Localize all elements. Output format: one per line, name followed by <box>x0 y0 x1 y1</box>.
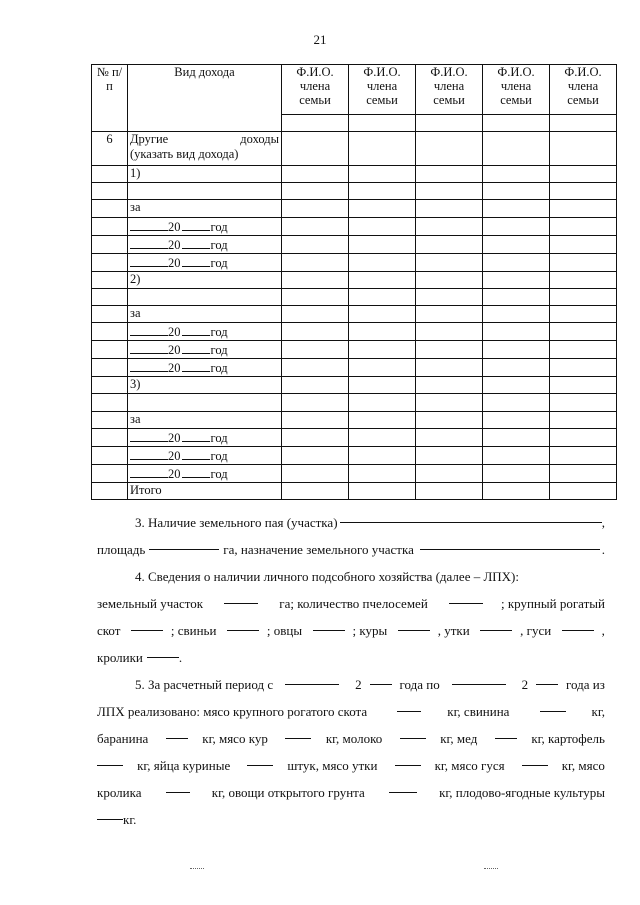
rabbit-meat-field[interactable] <box>166 779 190 793</box>
table-cell <box>92 323 128 341</box>
table-cell <box>92 428 128 446</box>
land-purpose-field[interactable] <box>420 536 600 550</box>
vegetables-field[interactable] <box>389 779 417 793</box>
table-cell[interactable] <box>550 428 617 446</box>
rabbits-field[interactable] <box>147 644 179 658</box>
table-cell[interactable] <box>483 341 550 359</box>
table-cell[interactable] <box>416 200 483 217</box>
table-cell[interactable] <box>483 377 550 394</box>
year-prefix: 20 <box>168 430 181 445</box>
year-suffix: год <box>210 361 228 376</box>
scan-mark <box>190 868 204 870</box>
table-cell <box>92 394 128 411</box>
mutton-field[interactable] <box>166 725 188 739</box>
section-3 <box>97 509 605 563</box>
section-5-line-6 <box>97 806 605 833</box>
fruits-berries-field[interactable] <box>97 806 123 820</box>
table-row <box>92 132 617 166</box>
vegetables-label: кг, овощи открытого грунта <box>211 785 365 800</box>
chicken-meat-field[interactable] <box>285 725 311 739</box>
year-row-label[interactable] <box>128 323 282 341</box>
period-from-field[interactable] <box>285 671 339 685</box>
year-suffix: год <box>210 219 228 234</box>
year-row-label[interactable] <box>128 253 282 271</box>
year-row-label[interactable] <box>128 464 282 482</box>
table-cell <box>92 183 128 200</box>
table-cell <box>92 288 128 305</box>
table-cell[interactable] <box>483 288 550 305</box>
table-cell[interactable] <box>282 428 349 446</box>
year-prefix: 20 <box>168 448 181 463</box>
rabbit-meat-label: кг, мясо <box>561 758 605 773</box>
table-cell[interactable] <box>416 235 483 253</box>
table-cell[interactable] <box>282 341 349 359</box>
section-4-line-4 <box>97 644 605 671</box>
table-row <box>92 183 617 200</box>
table-row <box>92 323 617 341</box>
table-cell[interactable] <box>416 217 483 235</box>
section-4-line-3 <box>97 617 605 644</box>
table-cell <box>92 482 128 499</box>
table-cell[interactable] <box>550 377 617 394</box>
period-to-year-field[interactable] <box>536 671 558 685</box>
table-cell[interactable] <box>483 115 550 132</box>
table-cell[interactable] <box>550 482 617 499</box>
punctuation: . <box>178 650 183 665</box>
table-row <box>92 200 617 217</box>
year-prefix: 20 <box>168 325 181 340</box>
section-5-line-3 <box>97 725 605 752</box>
year-suffix: год <box>210 343 228 358</box>
table-cell[interactable] <box>483 394 550 411</box>
potatoes-label: кг, картофель <box>531 731 605 746</box>
table-cell <box>92 200 128 217</box>
area-label: площадь <box>97 542 146 557</box>
income-table <box>91 64 617 500</box>
rabbits-label: кролики <box>97 650 143 665</box>
table-cell[interactable] <box>416 183 483 200</box>
header-income-kind: Вид дохода <box>128 65 282 132</box>
table-cell[interactable] <box>550 394 617 411</box>
table-cell[interactable] <box>483 235 550 253</box>
ducks-field[interactable] <box>480 617 512 631</box>
table-cell <box>92 305 128 322</box>
table-cell[interactable] <box>349 482 416 499</box>
unit-kg: кг. <box>123 812 137 827</box>
table-cell[interactable] <box>416 464 483 482</box>
table-cell[interactable] <box>349 166 416 183</box>
table-cell[interactable] <box>282 271 349 288</box>
header-member: Ф.И.О. члена семьи <box>282 65 349 115</box>
year-digit: 2 <box>355 677 362 692</box>
section-3-line-1 <box>97 509 605 536</box>
table-row <box>92 253 617 271</box>
table-row <box>92 271 617 288</box>
table-cell[interactable] <box>416 288 483 305</box>
table-cell[interactable] <box>349 341 416 359</box>
table-cell <box>92 253 128 271</box>
table-row <box>92 446 617 464</box>
table-cell[interactable] <box>483 271 550 288</box>
table-cell[interactable] <box>349 253 416 271</box>
table-cell[interactable] <box>282 377 349 394</box>
table-row <box>92 394 617 411</box>
eggs-label: кг, яйца куриные <box>137 758 231 773</box>
table-cell <box>92 464 128 482</box>
year-row-label[interactable] <box>128 341 282 359</box>
table-row <box>92 377 617 394</box>
table-cell[interactable] <box>416 323 483 341</box>
year-suffix: год <box>210 448 228 463</box>
table-cell[interactable] <box>282 253 349 271</box>
table-cell[interactable] <box>416 271 483 288</box>
year-suffix: год <box>210 255 228 270</box>
pigs-label: ; свиньи <box>170 623 217 638</box>
table-cell[interactable] <box>550 359 617 377</box>
table-row <box>92 217 617 235</box>
table-cell[interactable] <box>349 411 416 428</box>
year-suffix: год <box>210 325 228 340</box>
punctuation: , <box>601 623 605 638</box>
table-cell[interactable] <box>550 217 617 235</box>
table-cell[interactable] <box>282 323 349 341</box>
table-cell[interactable] <box>483 166 550 183</box>
section-5 <box>97 671 605 833</box>
milk-field[interactable] <box>400 725 426 739</box>
table-cell[interactable] <box>483 482 550 499</box>
fruits-berries-label: кг, плодово-ягодные культуры <box>439 785 605 800</box>
table-cell[interactable] <box>550 183 617 200</box>
section-4-label: 4. Сведения о наличии личного подсобного хозяйства (далее – ЛПХ): <box>135 569 519 584</box>
table-row <box>92 288 617 305</box>
period-label: за <box>128 200 282 217</box>
table-cell[interactable] <box>282 166 349 183</box>
header-member: Ф.И.О. члена семьи <box>550 65 617 115</box>
period-to-field[interactable] <box>452 671 506 685</box>
section-3-line-2 <box>97 536 605 563</box>
table-cell <box>92 359 128 377</box>
land-share-field[interactable] <box>340 509 602 523</box>
table-cell[interactable] <box>349 446 416 464</box>
pork-label: кг, свинина <box>447 704 510 719</box>
table-cell[interactable] <box>483 323 550 341</box>
sheep-label: ; овцы <box>266 623 303 638</box>
table-cell[interactable] <box>550 323 617 341</box>
period-from-label: 5. За расчетный период с <box>135 677 274 692</box>
table-row <box>92 166 617 183</box>
year-prefix: 20 <box>168 361 181 376</box>
table-cell[interactable] <box>282 446 349 464</box>
table-row <box>92 305 617 322</box>
chickens-field[interactable] <box>398 617 430 631</box>
table-cell[interactable] <box>349 288 416 305</box>
table-row <box>92 341 617 359</box>
table-cell[interactable] <box>349 323 416 341</box>
income-item-label[interactable]: 1) <box>128 166 282 183</box>
income-item-label[interactable]: 3) <box>128 377 282 394</box>
table-cell <box>92 377 128 394</box>
table-cell[interactable] <box>282 200 349 217</box>
table-cell[interactable] <box>282 482 349 499</box>
table-cell <box>92 271 128 288</box>
table-cell[interactable] <box>282 305 349 322</box>
plot-label: земельный участок <box>97 596 204 611</box>
section-5-line-1 <box>97 671 605 698</box>
table-row <box>92 359 617 377</box>
eggs-field[interactable] <box>247 752 273 766</box>
table-cell[interactable] <box>416 305 483 322</box>
header-member: Ф.И.О. члена семьи <box>483 65 550 115</box>
beef-field[interactable] <box>397 698 421 712</box>
table-cell[interactable] <box>349 377 416 394</box>
area-field[interactable] <box>149 536 219 550</box>
year-row-label[interactable] <box>128 359 282 377</box>
year-suffix: год <box>210 466 228 481</box>
table-cell[interactable] <box>349 183 416 200</box>
table-cell[interactable] <box>483 217 550 235</box>
other-income-cell <box>128 132 282 166</box>
geese-field[interactable] <box>562 617 594 631</box>
table-cell[interactable] <box>550 341 617 359</box>
table-cell <box>92 341 128 359</box>
table-cell[interactable] <box>349 132 416 166</box>
bee-colonies-label: га; количество пчелосемей <box>279 596 428 611</box>
milk-label: кг, молоко <box>325 731 383 746</box>
year-from-label: года из <box>566 677 605 692</box>
year-row-label[interactable] <box>128 217 282 235</box>
table-cell[interactable] <box>416 166 483 183</box>
year-row-label[interactable] <box>128 235 282 253</box>
table-cell[interactable] <box>416 359 483 377</box>
table-cell[interactable] <box>483 253 550 271</box>
table-cell[interactable] <box>550 115 617 132</box>
pork-field[interactable] <box>540 698 566 712</box>
bee-colonies-field[interactable] <box>449 590 483 604</box>
other-income-hint: (указать вид дохода) <box>130 147 239 161</box>
table-cell[interactable] <box>483 464 550 482</box>
table-cell[interactable] <box>349 428 416 446</box>
duck-meat-field[interactable] <box>395 752 421 766</box>
table-cell[interactable] <box>282 288 349 305</box>
scan-mark <box>484 868 498 870</box>
table-cell[interactable] <box>550 200 617 217</box>
table-cell[interactable] <box>349 359 416 377</box>
year-prefix: 20 <box>168 219 181 234</box>
honey-field[interactable] <box>495 725 517 739</box>
table-cell[interactable] <box>550 288 617 305</box>
table-cell[interactable] <box>483 183 550 200</box>
table-cell[interactable] <box>416 428 483 446</box>
section-5-line-2 <box>97 698 605 725</box>
punctuation: , <box>601 515 605 530</box>
table-cell[interactable] <box>349 305 416 322</box>
goose-meat-field[interactable] <box>522 752 548 766</box>
table-cell[interactable] <box>483 132 550 166</box>
row-number: 6 <box>92 132 128 166</box>
table-cell[interactable] <box>416 115 483 132</box>
table-cell[interactable] <box>416 132 483 166</box>
table-cell <box>92 411 128 428</box>
year-suffix: год <box>210 237 228 252</box>
year-row-label[interactable] <box>128 428 282 446</box>
goose-meat-label: кг, мясо гуся <box>434 758 505 773</box>
table-cell[interactable] <box>483 305 550 322</box>
period-to-label: года по <box>399 677 440 692</box>
other-income-label: доходы <box>240 132 279 146</box>
table-cell[interactable] <box>128 394 282 411</box>
table-cell[interactable] <box>349 394 416 411</box>
table-cell[interactable] <box>416 341 483 359</box>
table-cell[interactable] <box>128 183 282 200</box>
table-header-row <box>92 65 617 115</box>
table-cell[interactable] <box>550 464 617 482</box>
chicken-meat-label: кг, мясо кур <box>202 731 268 746</box>
plot-field[interactable] <box>224 590 258 604</box>
table-cell[interactable] <box>416 377 483 394</box>
table-cell[interactable] <box>416 411 483 428</box>
income-item-label[interactable]: 2) <box>128 271 282 288</box>
table-row <box>92 464 617 482</box>
table-cell[interactable] <box>416 394 483 411</box>
table-cell[interactable] <box>282 115 349 132</box>
table-cell[interactable] <box>349 235 416 253</box>
punctuation: . <box>601 542 605 557</box>
ducks-label: , утки <box>437 623 470 638</box>
total-label: Итого <box>128 482 282 499</box>
duck-meat-label: штук, мясо утки <box>287 758 378 773</box>
table-body <box>92 132 617 500</box>
potatoes-field[interactable] <box>97 752 123 766</box>
table-cell[interactable] <box>349 200 416 217</box>
header-member: Ф.И.О. члена семьи <box>349 65 416 115</box>
table-cell[interactable] <box>282 359 349 377</box>
table-row <box>92 235 617 253</box>
year-prefix: 20 <box>168 255 181 270</box>
table-cell[interactable] <box>282 394 349 411</box>
table-cell[interactable] <box>550 132 617 166</box>
pigs-field[interactable] <box>227 617 259 631</box>
land-purpose-label: га, назначение земельного участка <box>223 542 414 557</box>
table-cell[interactable] <box>416 482 483 499</box>
table-cell[interactable] <box>282 235 349 253</box>
section-4 <box>97 563 605 671</box>
other-income-label: Другие <box>130 132 169 146</box>
table-cell[interactable] <box>282 183 349 200</box>
table-cell[interactable] <box>282 411 349 428</box>
table-cell[interactable] <box>550 411 617 428</box>
mutton-label: баранина <box>97 731 149 746</box>
year-row-label[interactable] <box>128 446 282 464</box>
table-cell[interactable] <box>550 166 617 183</box>
table-cell[interactable] <box>349 271 416 288</box>
table-cell[interactable] <box>349 217 416 235</box>
table-cell <box>92 446 128 464</box>
section-4-line-2 <box>97 590 605 617</box>
table-row <box>92 411 617 428</box>
year-prefix: 20 <box>168 466 181 481</box>
table-cell <box>92 235 128 253</box>
header-num: № п/п <box>92 65 128 132</box>
table-cell[interactable] <box>349 115 416 132</box>
table-cell[interactable] <box>128 288 282 305</box>
unit-kg: кг, <box>591 704 605 719</box>
table-cell[interactable] <box>282 464 349 482</box>
period-label: за <box>128 305 282 322</box>
table-row <box>92 428 617 446</box>
cattle-field[interactable] <box>131 617 163 631</box>
table-cell[interactable] <box>416 253 483 271</box>
year-digit: 2 <box>521 677 529 692</box>
table-cell[interactable] <box>483 428 550 446</box>
geese-label: , гуси <box>520 623 552 638</box>
cattle-label-cont: скот <box>97 623 121 638</box>
period-label: за <box>128 411 282 428</box>
table-cell[interactable] <box>550 271 617 288</box>
period-from-year-field[interactable] <box>370 671 392 685</box>
table-cell[interactable] <box>550 305 617 322</box>
rabbit-meat-label-cont: кролика <box>97 785 142 800</box>
chickens-label: ; куры <box>352 623 388 638</box>
section-5-line-5 <box>97 779 605 806</box>
table-cell <box>92 217 128 235</box>
table-cell[interactable] <box>483 359 550 377</box>
honey-label: кг, мед <box>440 731 478 746</box>
year-suffix: год <box>210 430 228 445</box>
table-cell[interactable] <box>550 253 617 271</box>
beef-label: ЛПХ реализовано: мясо крупного рогатого скота <box>97 704 368 719</box>
table-row-total <box>92 482 617 499</box>
table-cell[interactable] <box>483 411 550 428</box>
year-prefix: 20 <box>168 343 181 358</box>
table-cell[interactable] <box>416 446 483 464</box>
table-cell[interactable] <box>282 217 349 235</box>
cattle-label: ; крупный рогатый <box>500 596 605 611</box>
table-cell[interactable] <box>550 235 617 253</box>
sheep-field[interactable] <box>313 617 345 631</box>
table-cell[interactable] <box>282 132 349 166</box>
section-3-label: 3. Наличие земельного пая (участка) <box>135 515 338 530</box>
table-cell <box>92 166 128 183</box>
section-4-line-1 <box>97 563 605 590</box>
table-cell[interactable] <box>483 200 550 217</box>
table-cell[interactable] <box>483 446 550 464</box>
table-cell[interactable] <box>349 464 416 482</box>
page-number: 21 <box>313 32 327 47</box>
table-cell[interactable] <box>550 446 617 464</box>
year-prefix: 20 <box>168 237 181 252</box>
header-member: Ф.И.О. члена семьи <box>416 65 483 115</box>
section-5-line-4 <box>97 752 605 779</box>
